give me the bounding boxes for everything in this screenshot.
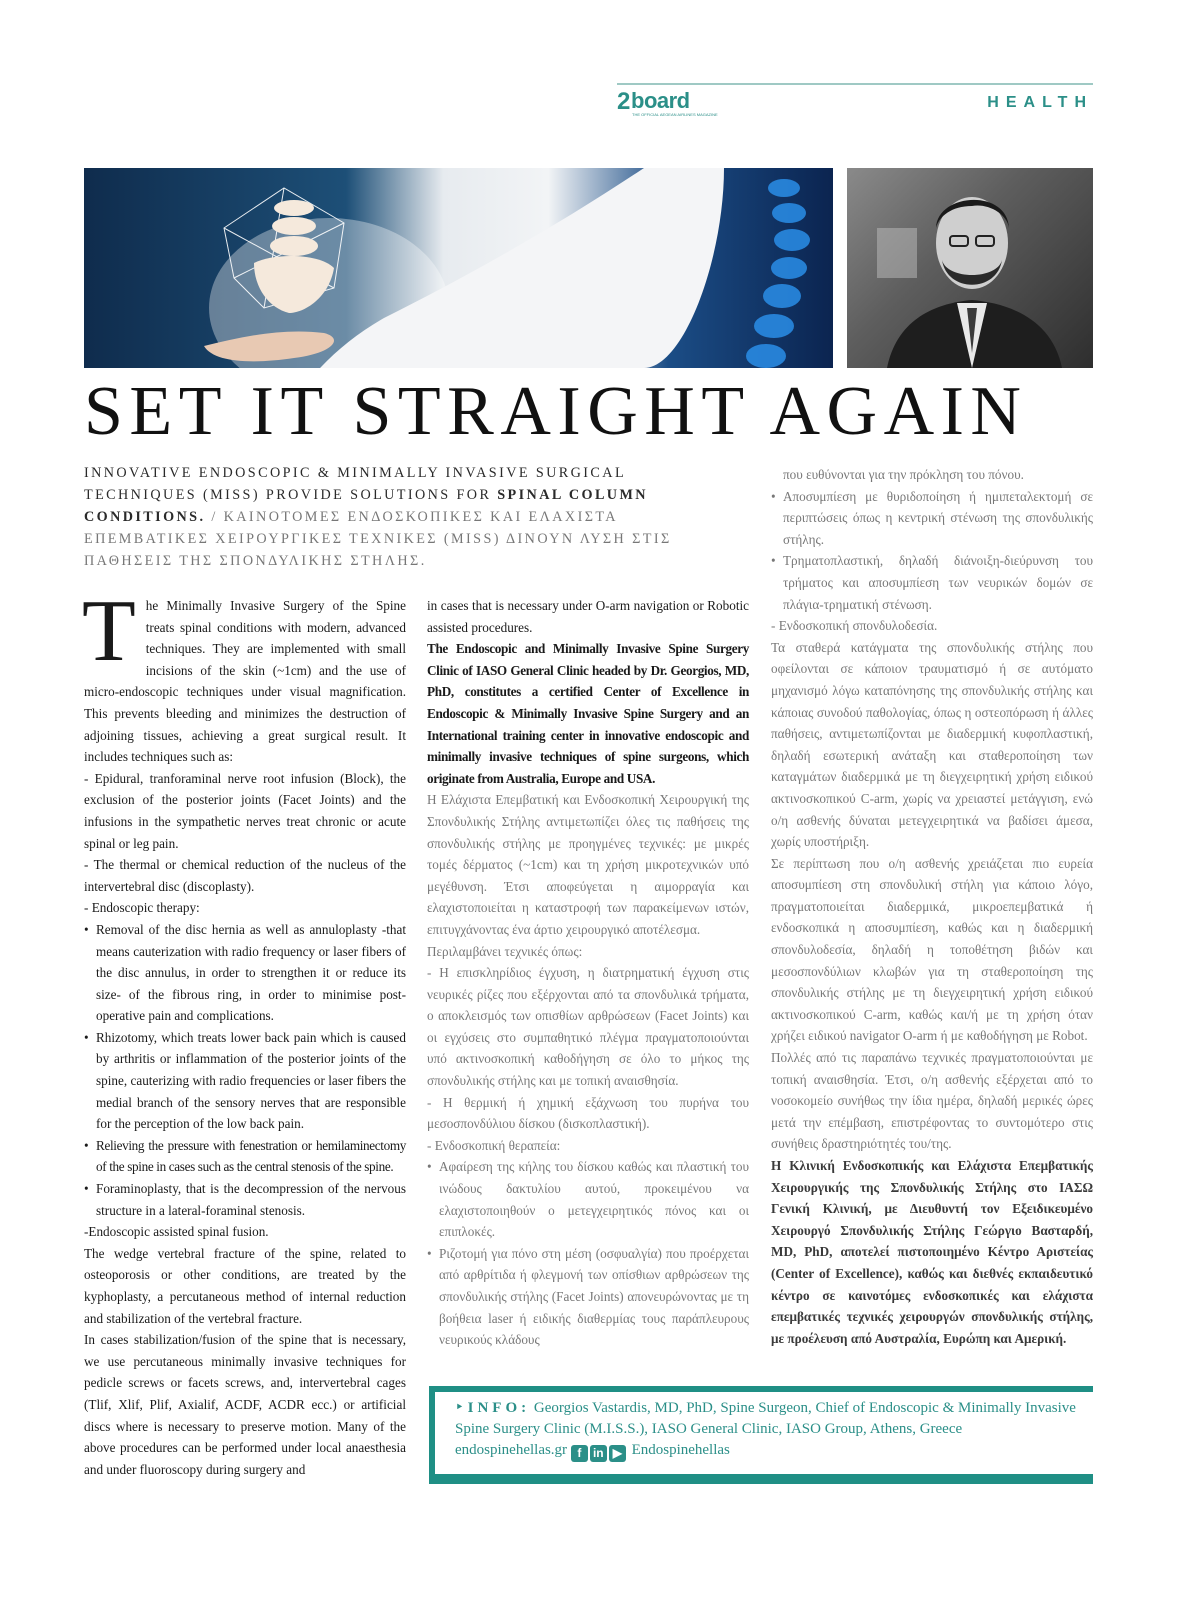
bullet-item: • Relieving the pressure with fenestration or hemilaminectomy of the spine in cases such as the central stenosis of the spine.: [84, 1135, 406, 1178]
logo-word: board: [631, 88, 690, 113]
info-label: INFO:: [467, 1400, 531, 1416]
arrow-icon: ‣: [455, 1400, 464, 1416]
paragraph-greek: Η Ελάχιστα Επεμβατική και Ενδοσκοπική Χειρουργική της Σπονδυλικής Στήλης αντιμετωπίζει όλες τις παθήσεις της σπονδυλικής στήλης με προηγμένες τεχνικές: με μικρές τομές δέρματος (~1cm) και τη χρήση μικροτεχνικών υπό μεγέθυνση. Έτσι αποφεύγεται η αιμορραγία και ελαχιστοποιείται η καταστροφή των παρακείμενων ιστών, επιτυγχάνοντας ένα άρτιο χειρουργικό αποτέλεσμα.: [427, 792, 749, 937]
bullet-item: • Foraminoplasty, that is the decompression of the nervous structure in a lateral-foraminal stenosis.: [84, 1178, 406, 1221]
youtube-icon[interactable]: ▶: [609, 1445, 626, 1462]
paragraph-greek: Τα σταθερά κατάγματα της σπονδυλικής στήλης που οφείλονται σε κάποιον τραυματισμό ή σε αυτόματο μηχανισμό λόγω καταπόνησης της σπονδυλικής στήλης και κάποιας συνοδού παθολογίας, όπως η οστεοπόρωση ή άλλες παθήσεις, αντιμετωπίζονται με διαδερμική κυφοπλαστική, δηλαδή εσωτερική ανάταξη και σταθεροποίηση των καταγμάτων διαδερμικά με τη διεγχειρητική χρήση ειδικού ακτινοσκοπικού C-arm, χωρίς να χρειαστεί μετάγγιση, ενώ ο/η ασθενής δύναται μετεγχειρητικά να βαδίσει άμεσα, χωρίς υποστήριξη.: [771, 639, 1093, 850]
deck-greek: / ΚΑΙΝΟΤΟΜΕΣ ΕΝΔΟΣΚΟΠΙΚΕΣ ΚΑΙ ΕΛΑΧΙΣΤΑ ΕΠΕΜΒΑΤΙΚΕΣ ΧΕΙΡΟΥΡΓΙΚΕΣ ΤΕΧΝΙΚΕΣ (MISS) ΔΙΝΟΥΝ ΛΥΣΗ ΣΤΙΣ ΠΑΘΗΣΕΙΣ ΤΗΣ ΣΠΟΝΔΥΛΙΚΗΣ ΣΤΗΛΗΣ.: [84, 509, 672, 569]
column-greek: [771, 464, 1093, 1349]
website-link[interactable]: endospinehellas.gr: [455, 1442, 568, 1458]
column-middle: [427, 595, 749, 1351]
info-content: [435, 1392, 1103, 1474]
article-title: SET IT STRAIGHT AGAIN: [84, 373, 1028, 450]
paragraph: - The thermal or chemical reduction of the nucleus of the intervertebral disc (discoplasty).: [84, 857, 406, 894]
paragraph-greek: - Ενδοσκοπική θεραπεία:: [427, 1137, 561, 1153]
paragraph: - Endoscopic therapy:: [84, 900, 200, 916]
paragraph: The wedge vertebral fracture of the spine, related to osteoporosis or other conditions, are treated by the kyphoplasty, a percutaneous method of internal reduction and stabilization of the vertebral fracture.: [84, 1245, 406, 1326]
section-label: HEALTH: [987, 94, 1093, 111]
logo-number: 2: [617, 88, 631, 115]
bullet-item: • Removal of the disc hernia as well as annuloplasty -that means cauterization with radio frequency or laser fibers of the disc annulus, in order to strengthen it or reduce its size- of the fibrous ring, in order to minimise post-operative pain and complications.: [84, 919, 406, 1027]
bullet-item: • Αποσυμπίεση με θυριδοποίηση ή ημιπεταλεκτομή σε περιπτώσεις όπως η κεντρική στένωση της σπονδυλικής στήλης.: [771, 486, 1093, 551]
paragraph-greek-bold: Η Κλινική Ενδοσκοπικής και Ελάχιστα Επεμβατικής Χειρουργικής της Σπονδυλικής Στήλης στο ΙΑΣΩ Γενική Κλινική, με Διευθυντή τον Εξειδικευμένο Χειρουργό Σπονδυλικής Στήλης Γεώργιο Βασταρδή, MD, PhD, αποτελεί πιστοποιημένο Κέντρο Αριστείας (Center of Excellence), καθώς και διεθνές εκπαιδευτικό κέντρο σε καινοτόμες ενδοσκοπικές και ελάχιστα επεμβατικές τεχνικές χειρουργών σπονδυλικής στήλης, με προέλευση από Αυστραλία, Ευρώπη και Αμερική.: [771, 1158, 1093, 1346]
bullet-item: • Rhizotomy, which treats lower back pain which is caused by arthritis or inflammation of the posterior joints of the spine, cauterizing with radio frequencies or laser fibers the medial branch of the sensory nerves that are responsible for the perception of the low back pain.: [84, 1027, 406, 1135]
paragraph-greek: Πολλές από τις παραπάνω τεχνικές πραγματοποιούνται με τοπική αναισθησία. Έτσι, ο/η ασθενής εξέρχεται από το νοσοκομείο συνήθως την ίδια ημέρα, δηλαδή μερικές ώρες μετά την επέμβαση, επιστρέφοντας το συντομότερο στις συνήθεις δραστηριότητές του/της.: [771, 1050, 1093, 1152]
deck-english: INNOVATIVE ENDOSCOPIC & MINIMALLY INVASIVE SURGICAL TECHNIQUES (MISS) PROVIDE SOLUTIONS FOR: [84, 465, 626, 503]
intro-text: he Minimally Invasive Surgery of the Spine treats spinal conditions with modern, advanced techniques. They are implemented with small incisions of the skin (~1cm) and the use of micro-endoscopic techniques under visual magnification. This prevents bleeding and minimizes the destruction of adjoining tissues, achieving a great surgical result. It includes techniques such as:: [84, 598, 406, 765]
paragraph: in cases that is necessary under O-arm navigation or Robotic assisted procedures.: [427, 598, 749, 635]
linkedin-icon[interactable]: in: [590, 1445, 607, 1462]
paragraph-greek: Σε περίπτωση που ο/η ασθενής χρειάζεται πιο ευρεία αποσυμπίεση στη σπονδυλική στήλη για κάποιο λόγο, πραγματοποιείται διαδερμικά, μικροεπεμβατικά ή ενδοσκοπικά η αποσυμπίεση, καθώς και η διαδερμική σπονδυλοδεσία, δηλαδή η τοποθέτηση βιδών και μεσοσπονδύλιων κλωβών για τη σταθεροποίηση της σπονδυλικής στήλης με τη διεγχειρητική χρήση ειδικού ακτινοσκοπικού C-arm, καθώς και/ή με τη χρήση όταν χρήζει ειδικού navigator O-arm ή με καθοδήγηση με Robot.: [771, 855, 1093, 1044]
paragraph: - Epidural, tranforaminal nerve root infusion (Block), the exclusion of the posterior joints (Facet Joints) and the infusions in the sympathetic nerves treat chronic or acute spinal or leg pain.: [84, 770, 406, 851]
paragraph-greek: - Η επισκληρίδιος έγχυση, η διατρηματική έγχυση στις νευρικές ρίζες που εξέρχονται από τα σπονδυλικά τρήματα, ο αποκλεισμός των οπισθίων αρθρώσεων (Facet Joints) και οι εγχύσεις στο συμπαθητικό πλέγμα πραγματοποιούνται υπό ακτινοσκοπική καθοδήγηση σε όλο το μήκος της σπονδυλικής στήλης και με τοπική αναισθησία.: [427, 965, 749, 1089]
paragraph-greek: - Ενδοσκοπική σπονδυλοδεσία.: [771, 618, 938, 634]
paragraph: -Endoscopic assisted spinal fusion.: [84, 1224, 269, 1240]
surgeon-portrait: [847, 168, 1093, 368]
paragraph-greek: Περιλαμβάνει τεχνικές όπως:: [427, 943, 583, 959]
facebook-icon[interactable]: f: [571, 1445, 588, 1462]
paragraph-greek: - Η θερμική ή χημική εξάχνωση του πυρήνα του μεσοσπονδύλιου δίσκου (δισκοπλαστική).: [427, 1094, 749, 1132]
paragraph: In cases stabilization/fusion of the spine that is necessary, we use percutaneous minimally invasive techniques for pedicle screws or facets screws, and, intervertebral cages (Tlif, Xlif, Plif, Axialif, ACDF, ACDR ecc.) or artificial discs where is necessary to preserve motion. Many of the above procedures can be performed under local anaesthesia and under fluoroscopy during surgery and: [84, 1332, 406, 1477]
paragraph-greek: που ευθύνονται για την πρόκληση του πόνου.: [783, 467, 1024, 482]
info-text: Georgios Vastardis, MD, PhD, Spine Surgeon, Chief of Endoscopic & Minimally Invasive Spine Surgery Clinic (M.I.S.S.), IASO General Clinic, IASO Group, Athens, Greece: [455, 1400, 1076, 1437]
paragraph-bold: The Endoscopic and Minimally Invasive Spine Surgery Clinic of IASO General Clinic headed by Dr. Georgios, MD, PhD, constitutes a certified Center of Excellence in Endoscopic & Minimally Invasive Spine Surgery and an International training center in innovative endoscopic and minimally invasive techniques of spine surgeons, which originate from Australia, Europe and USA.: [427, 641, 749, 786]
paragraph: [82, 583, 406, 768]
bullet-item: • Αφαίρεση της κήλης του δίσκου καθώς και πλαστική του ινώδους δακτυλίου αυτού, προκειμένου να ελαχιστοποιηθούν ο μετεγχειρητικός πόνος και οι επιπλοκές.: [427, 1156, 749, 1242]
deck-english-bold: SPINAL COLUMN CONDITIONS.: [84, 487, 648, 525]
bullet-item: • Ριζοτομή για πόνο στη μέση (οσφυαλγία) που προέρχεται από αρθρίτιδα ή φλεγμονή των οπίσθιων αρθρώσεων της σπονδυλικής στήλης (Facet Joints) απονευρώνοντας με τη βοήθεια laser ή ειδικής διαθερμίας τους παράπλευρους νευρικούς κλάδους: [427, 1243, 749, 1351]
hero-image: [84, 168, 833, 368]
info-box: [429, 1386, 1093, 1484]
article-deck: [84, 462, 714, 572]
social-handle[interactable]: Endospinehellas: [631, 1442, 730, 1458]
header-rule: [617, 83, 1093, 85]
drop-cap: T: [82, 583, 136, 680]
logo-tagline: THE OFFICIAL AEGEAN AIRLINES MAGAZINE: [632, 112, 718, 117]
bullet-item: • Τρηματοπλαστική, δηλαδή διάνοιξη-διεύρυνση του τρήματος και αποσυμπίεση των νευρικών δομών σε πλάγια-τρηματική στένωση.: [771, 550, 1093, 615]
column-english: [82, 583, 406, 1480]
